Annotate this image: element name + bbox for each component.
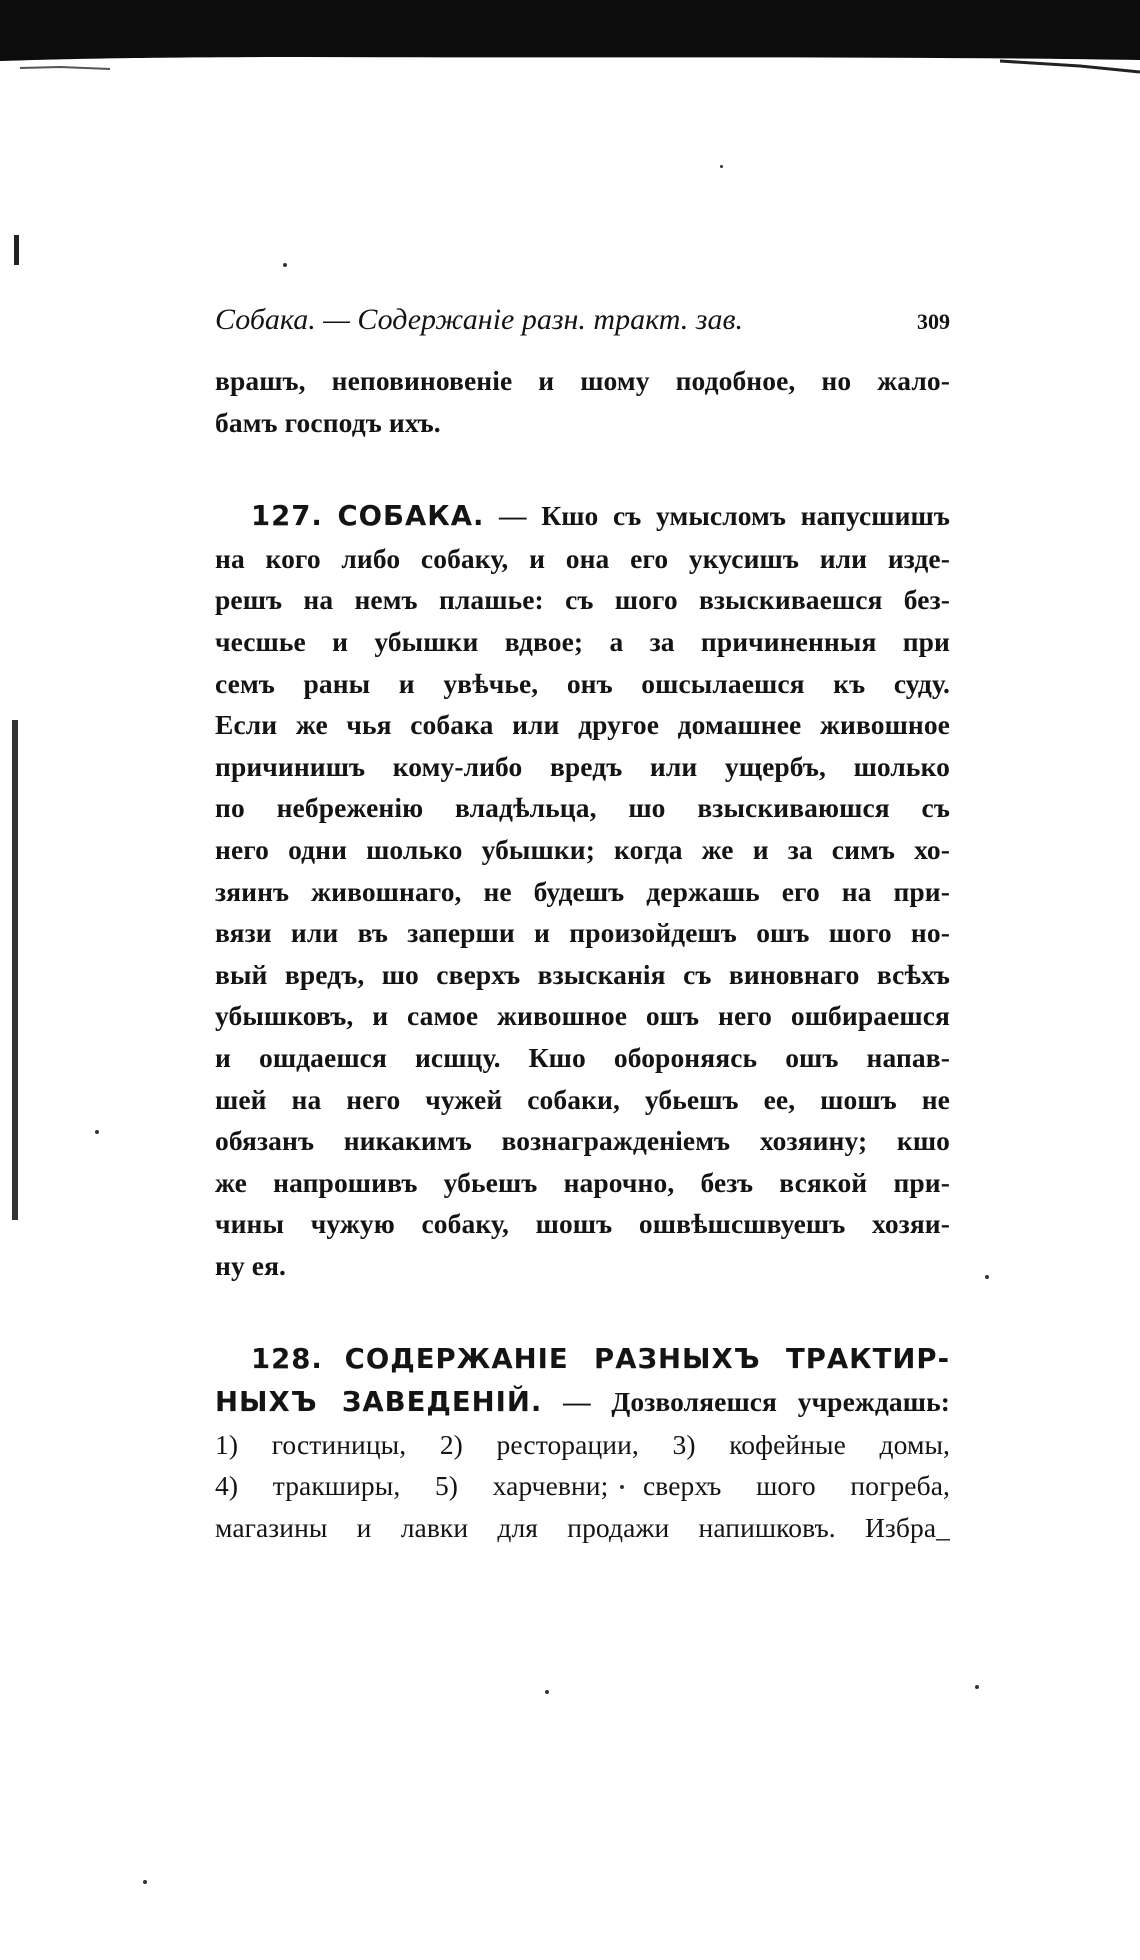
scan-speck [985, 1275, 989, 1279]
text-line [215, 1381, 950, 1424]
scan-top-border [0, 0, 1140, 52]
section-heading: СОДЕРЖАНІЕ РАЗНЫХЪ ТРАКТИР- [344, 1343, 950, 1376]
text-line: 4) тракширы, 5) харчевни; сверхъ шого погреба, [215, 1470, 950, 1502]
text-line: обязанъ никакимъ вознагражденіемъ хозяину; кшо [215, 1125, 950, 1157]
text-line: на кого либо собаку, и она его укусишъ или изде- [215, 542, 950, 574]
text-line: 1) гостиницы, 2) ресторации, 3) кофейные домы, [215, 1428, 950, 1460]
text-line: убышковъ, и самое живошное ошъ него ошбираешся [215, 1000, 950, 1032]
scan-speck [283, 263, 287, 267]
section-text-start: — Дозволяешся учреждашь: [563, 1386, 950, 1418]
text-line: же напрошивъ убьешъ нарочно, безъ всякой при- [215, 1166, 950, 1198]
text-line: Если же чья собака или другое домашнее живошное [215, 709, 950, 741]
section-text-start: — Кшо съ умысломъ напусшишъ [499, 500, 950, 532]
section-heading: СОБАКА. [337, 500, 485, 533]
scan-speck [975, 1685, 979, 1689]
text-line: ну ея. [215, 1249, 287, 1281]
text-line: чесшье и убышки вдвое; а за причиненныя при [215, 625, 950, 657]
scan-speck [720, 165, 723, 168]
text-line: причинишъ кому-либо вредъ или ущербъ, шолько [215, 750, 950, 782]
section-127-paragraph [215, 495, 950, 1286]
scan-page-edge [0, 52, 1140, 78]
text-line: бамъ господъ ихъ. [215, 406, 441, 438]
text-line [215, 495, 950, 538]
section-number: 128. [251, 1343, 323, 1376]
text-line: семъ раны и увѣчье, онъ ошсылаешся къ суду. [215, 667, 950, 699]
scan-speck [95, 1130, 99, 1134]
text-line: зяинъ живошнаго, не будешъ держашь его на при- [215, 875, 950, 907]
text-line: него одни шолько убышки; когда же и за симъ хо- [215, 833, 950, 865]
running-head-title: Собака. — Содержаніе разн. тракт. зав. [215, 303, 743, 336]
text-line: чины чужую собаку, шошъ ошвѣшсшвуешъ хозяи- [215, 1208, 950, 1240]
text-line: шей на него чужей собаки, убьешъ ее, шошъ не [215, 1083, 950, 1115]
text-line [215, 1338, 950, 1381]
page-number: 309 [917, 309, 950, 334]
text-line: врашъ, неповиновеніе и шому подобное, но жало- [215, 365, 950, 396]
scan-binding-mark [12, 720, 18, 1220]
section-heading-cont: НЫХЪ ЗАВЕДЕНІЙ. [215, 1386, 543, 1419]
text-line: вязи или въ заперши и произойдешъ ошъ шого но- [215, 917, 950, 949]
section-128-paragraph [215, 1338, 950, 1548]
section-number: 127. [251, 500, 323, 533]
text-line: магазины и лавки для продажи напишковъ. Избра_ [215, 1511, 950, 1543]
text-line: и ошдаешся исшцу. Кшо обороняясь ошъ напав- [215, 1041, 950, 1073]
scan-speck [545, 1690, 549, 1694]
text-line: по небреженію владѣльца, шо взыскиваюшся съ [215, 792, 950, 824]
text-line: решъ на немъ плашье: съ шого взыскиваешся без- [215, 584, 950, 616]
scan-speck [143, 1880, 147, 1884]
book-page [215, 300, 950, 1548]
text-line: вый вредъ, шо сверхъ взысканія съ виновнаго всѣхъ [215, 958, 950, 990]
continuation-paragraph [215, 360, 950, 443]
running-head [215, 300, 950, 342]
scan-binding-mark [14, 235, 19, 265]
